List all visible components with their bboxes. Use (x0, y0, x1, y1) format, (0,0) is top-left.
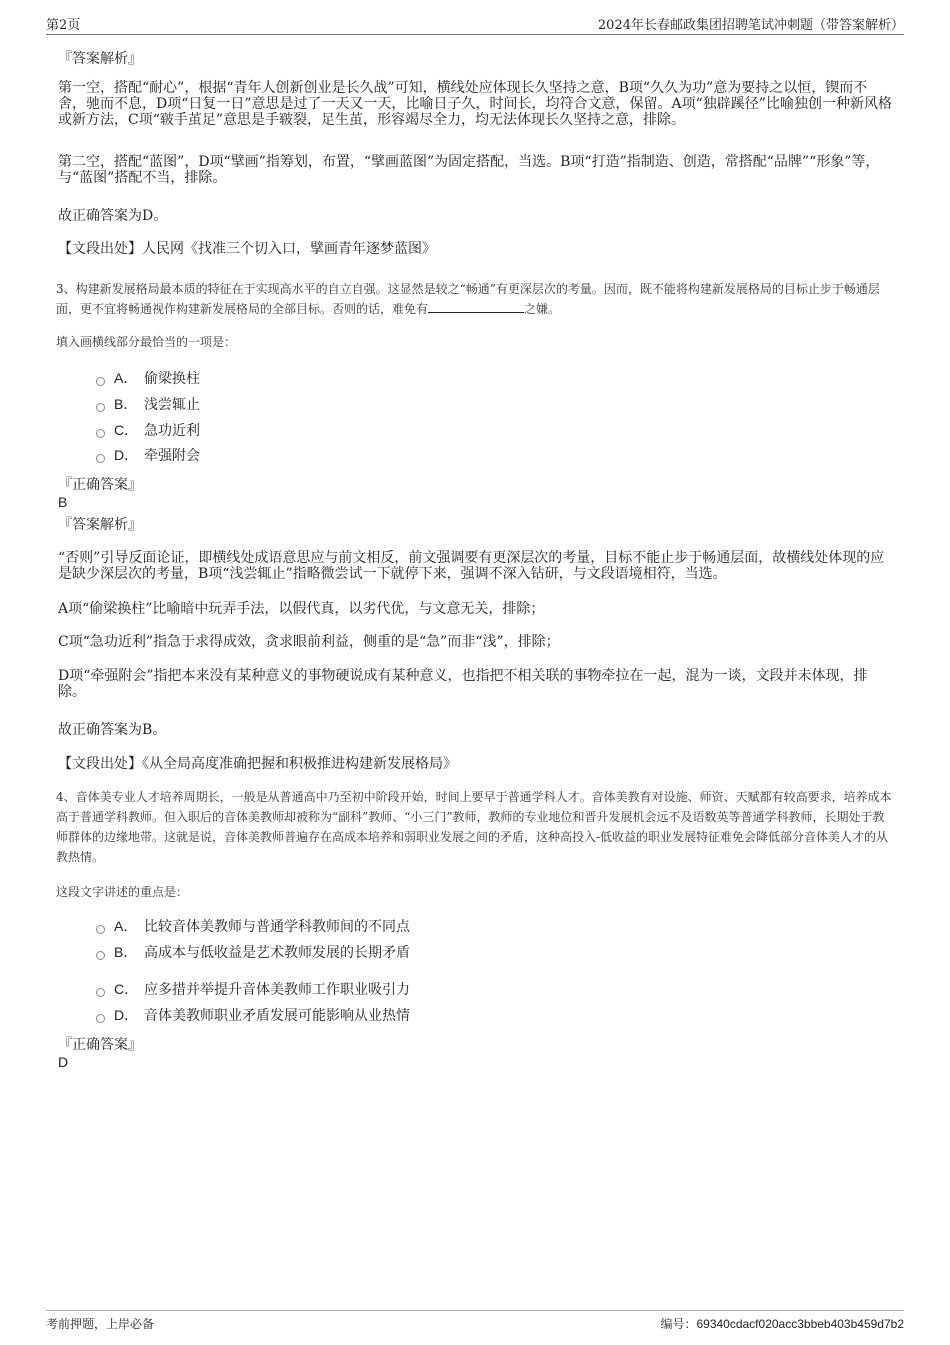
q2-source: 【文段出处】人民网《找准三个切入口，擘画青年逐梦蓝图》 (58, 241, 436, 257)
option-letter: A． (114, 918, 138, 934)
option-text: 比较音体美教师与普通学科教师间的不同点 (144, 919, 410, 935)
option-letter: C． (114, 981, 139, 997)
footer-code (660, 1315, 904, 1332)
option-text: 音体美教师职业矛盾发展可能影响从业热情 (144, 1008, 410, 1024)
q4-instruction: 这段文字讲述的重点是： (56, 885, 189, 899)
q3-blank (428, 302, 524, 313)
q3-analysis-para1: “否则”引导反面论证，即横线处成语意思应与前文相反，前文强调要有更深层次的考量，目标不能止步于畅通层面，故横线处体现的应是缺少深层次的考量，B项“浅尝辄止”指略微尝试一下就停下来，强调不深入钻研，与文段语境相符，当选。 (58, 550, 885, 582)
option-text: 高成本与低收益是艺术教师发展的长期矛盾 (144, 945, 410, 961)
option-text: 急功近利 (144, 423, 200, 439)
footer-slogan: 考前押题，上岸必备 (46, 1317, 155, 1331)
page-footer (46, 1310, 904, 1333)
q4-option-a[interactable] (96, 916, 410, 936)
q3-answer: B (58, 494, 68, 510)
q3-analysis-para2: A项“偷梁换柱”比喻暗中玩弄手法，以假代真，以劣代优，与文意无关，排除； (58, 601, 545, 617)
option-text: 偷梁换柱 (144, 371, 200, 387)
q4-option-c[interactable] (96, 979, 410, 999)
radio-icon[interactable] (96, 403, 105, 412)
q3-analysis-para4: D项“牵强附会”指把本来没有某种意义的事物硬说成有某种意义，也指把不相关联的事物牵拉在一起，混为一谈，文段并未体现，排除。 (58, 668, 868, 700)
q3-stem-before: 3、构建新发展格局最本质的特征在于实现高水平的自立自强。这显然是较之“畅通”有更深层次的考量。因而，既不能将构建新发展格局的目标止步于畅通层面，更不宜将畅通视作构建新发展格局的全部目标。否则的话，难免有 (56, 282, 880, 316)
q3-option-c[interactable] (96, 420, 200, 440)
q4-option-b[interactable] (96, 942, 410, 962)
q3-instruction: 填入画横线部分最恰当的一项是： (56, 335, 237, 349)
q3-option-b[interactable] (96, 394, 200, 414)
radio-icon[interactable] (96, 377, 105, 386)
q2-conclusion: 故正确答案为D。 (58, 208, 168, 224)
option-text: 牵强附会 (144, 448, 200, 464)
q4-option-d[interactable] (96, 1005, 410, 1025)
q2-analysis-para2: 第二空，搭配“蓝图”，D项“擘画”指筹划，布置，“擘画蓝图”为固定搭配，当选。B项“打造”指制造、创造，常搭配“品牌”“形象”等，与“蓝图”搭配不当，排除。 (58, 154, 880, 186)
q3-answer-label: 『正确答案』 (58, 477, 142, 493)
document-title: 2024年长春邮政集团招聘笔试冲刺题（带答案解析） (597, 18, 904, 33)
radio-icon[interactable] (96, 429, 105, 438)
radio-icon[interactable] (96, 925, 105, 934)
q2-analysis-label: 『答案解析』 (58, 51, 142, 67)
option-letter: D． (114, 1007, 139, 1023)
option-letter: B． (114, 944, 138, 960)
page-number: 第2页 (46, 18, 81, 33)
footer-code-label: 编号： (660, 1317, 697, 1331)
q4-answer: D (58, 1054, 69, 1070)
option-text: 应多措并举提升音体美教师工作职业吸引力 (144, 982, 410, 998)
radio-icon[interactable] (96, 454, 105, 463)
q3-conclusion: 故正确答案为B。 (58, 722, 167, 738)
q4-answer-label: 『正确答案』 (58, 1037, 142, 1053)
q3-analysis-label: 『答案解析』 (58, 517, 142, 533)
footer-code-value: 69340cdacf020acc3bbeb403b459d7b2 (696, 1317, 904, 1331)
option-text: 浅尝辄止 (144, 397, 200, 413)
radio-icon[interactable] (96, 1014, 105, 1023)
option-letter: B． (114, 396, 138, 412)
q3-source: 【文段出处】《从全局高度准确把握和积极推进构建新发展格局》 (58, 756, 457, 772)
q3-option-a[interactable] (96, 368, 200, 388)
page-header (46, 14, 904, 35)
q3-stem-after: 之嫌。 (524, 302, 561, 316)
radio-icon[interactable] (96, 951, 105, 960)
q2-analysis-para1: 第一空，搭配“耐心”，根据“青年人创新创业是长久战”可知，横线处应体现长久坚持之意，B项“久久为功”意为要持之以恒，锲而不舍，驰而不息，D项“日复一日”意思是过了一天又一天，比喻日子久，时间长，均符合文意，保留。A项“独辟蹊径”比喻独创一种新风格或新方法，C项“皲手茧足”意思是手皲裂，足生茧，形容竭尽全力，均无法体现长久坚持之意，排除。 (58, 80, 892, 128)
q3-option-d[interactable] (96, 445, 200, 465)
option-letter: D． (114, 447, 139, 463)
option-letter: A． (114, 370, 138, 386)
radio-icon[interactable] (96, 988, 105, 997)
q3-analysis-para3: C项“急功近利”指急于求得成效，贪求眼前利益，侧重的是“急”而非“浅”，排除； (58, 634, 560, 650)
q3-stem (56, 279, 896, 319)
option-letter: C． (114, 422, 139, 438)
q4-stem: 4、音体美专业人才培养周期长，一般是从普通高中乃至初中阶段开始，时间上要早于普通学科人才。音体美教育对设施、师资、天赋都有较高要求，培养成本高于普通学科教师。但入职后的音体美教师却被称为“副科”教师、“小三门”教师，教师的专业地位和晋升发展机会远不及语数英等普通学科教师，长期处于教师群体的边缘地带。这就是说，音体美教师普遍存在高成本培养和弱职业发展之间的矛盾，这种高投入-低收益的职业发展特征难免会降低部分音体美人才的从教热情。 (56, 790, 892, 864)
